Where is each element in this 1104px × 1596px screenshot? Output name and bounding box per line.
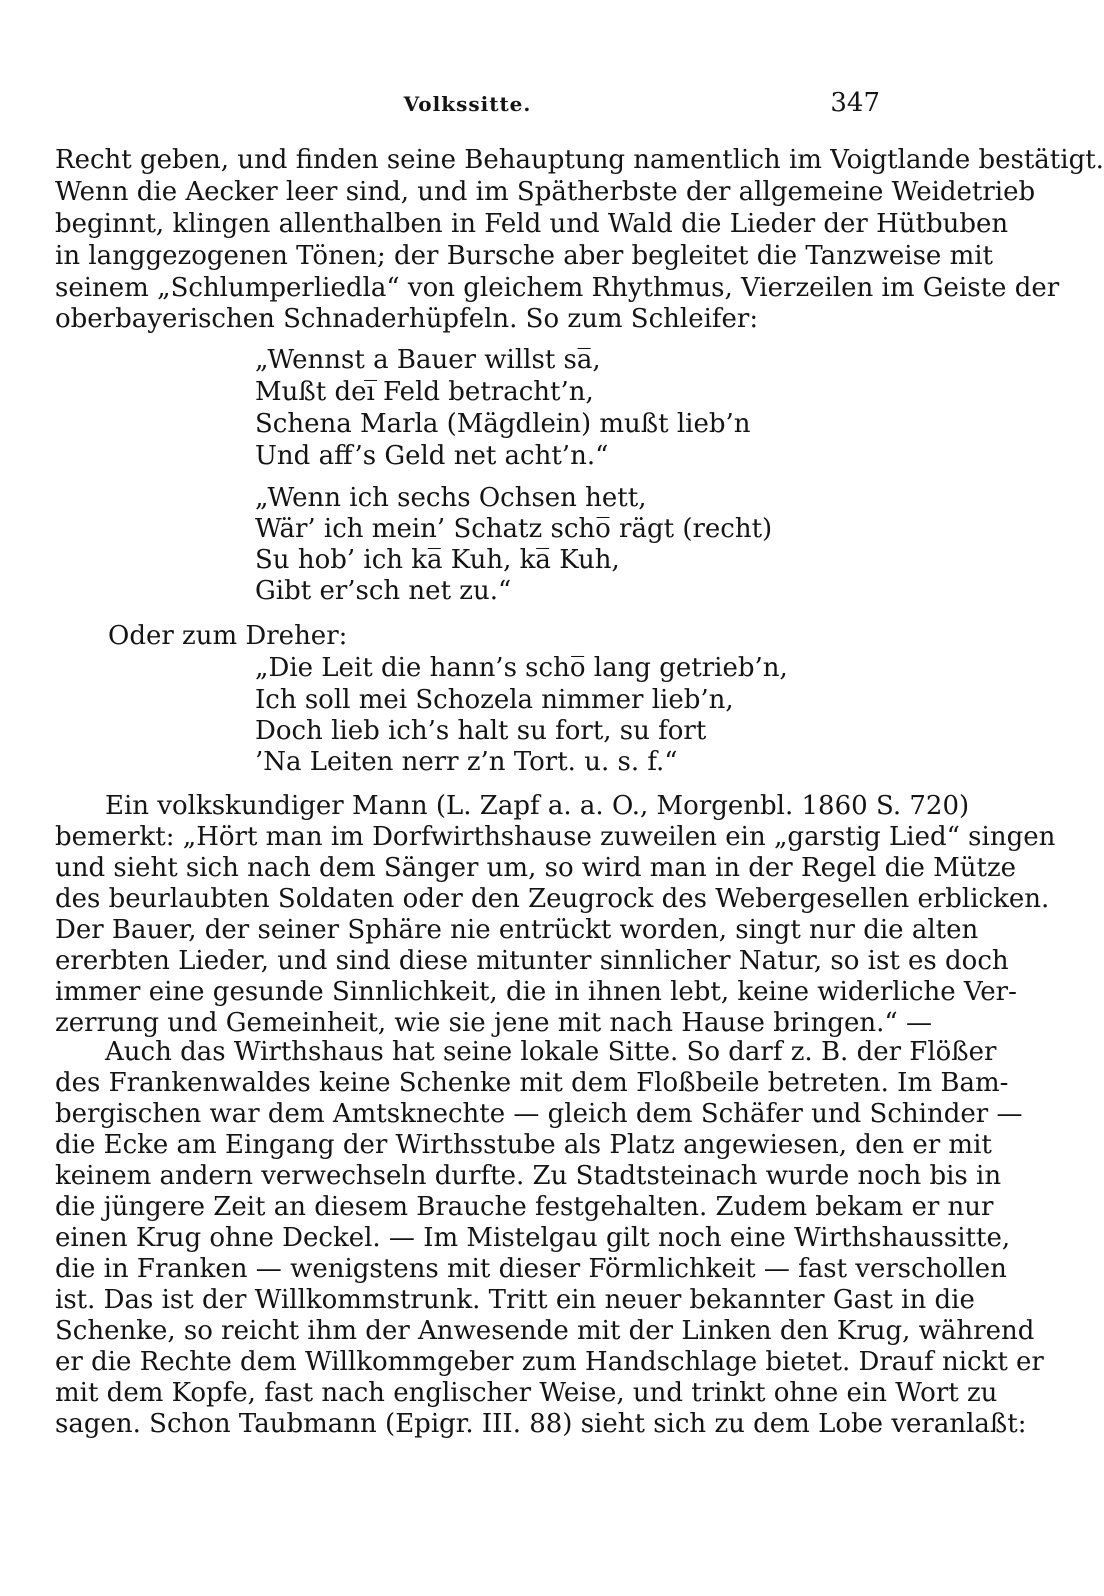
text-line: zerrung und Gemeinheit, wie sie jene mit nach Hause bringen.“ —: [55, 1008, 932, 1038]
verse-line: Schena Marla (Mägdlein) mußt lieb’n: [255, 409, 751, 439]
verse-line: „Die Leit die hann’s scho̅ lang getrieb’n,: [255, 653, 788, 683]
verse-line: Wär’ ich mein’ Schatz scho̅ rägt (recht): [255, 514, 773, 544]
page-header: [55, 88, 880, 128]
text-line: ererbten Lieder, und sind diese mitunter sinnlicher Natur, so ist es doch: [55, 946, 1009, 976]
text-line: bergischen war dem Amtsknechte — gleich dem Schäfer und Schinder —: [55, 1099, 1023, 1129]
text-line: Ein volkskundiger Mann (L. Zapf a. a. O., Morgenbl. 1860 S. 720): [105, 791, 970, 821]
text-line: sagen. Schon Taubmann (Epigr. III. 88) sieht sich zu dem Lobe veranlaßt:: [55, 1409, 1027, 1439]
running-title: Volkssitte.: [403, 92, 532, 116]
text-line: die Ecke am Eingang der Wirthsstube als Platz angewiesen, den er mit: [55, 1130, 992, 1160]
text-line: die jüngere Zeit an diesem Brauche festgehalten. Zudem bekam er nur: [55, 1192, 994, 1222]
verse-line: „Wennst a Bauer willst sa̅,: [255, 345, 601, 375]
verse-line: Doch lieb ich’s halt su fort, su fort: [255, 716, 707, 746]
text-line: des beurlaubten Soldaten oder den Zeugrock des Webergesellen erblicken.: [55, 884, 1050, 914]
verse-line: Mußt dei̅ Feld betracht’n,: [255, 377, 594, 407]
verse-line: „Wenn ich sechs Ochsen hett,: [255, 483, 647, 513]
text-line: bemerkt: „Hört man im Dorfwirthshause zuweilen ein „garstig Lied“ singen: [55, 822, 1056, 852]
text-line: und sieht sich nach dem Sänger um, so wird man in der Regel die Mütze: [55, 853, 1017, 883]
text-line: Wenn die Aecker leer sind, und im Spätherbste der allgemeine Weidetrieb: [55, 177, 1036, 207]
verse-line: Gibt er’sch net zu.“: [255, 576, 512, 606]
text-line: Recht geben, und finden seine Behauptung namentlich im Voigtlande bestätigt.: [55, 145, 1104, 175]
text-line: Auch das Wirthshaus hat seine lokale Sitte. So darf z. B. der Flößer: [105, 1037, 997, 1067]
verse-line: Und aff’s Geld net acht’n.“: [255, 441, 609, 471]
verse-line: ’Na Leiten nerr z’n Tort. u. s. f.“: [255, 747, 678, 777]
page-number: 347: [830, 88, 880, 118]
verse-line: Su hob’ ich ka̅ Kuh, ka̅ Kuh,: [255, 545, 620, 575]
text-line: Schenke, so reicht ihm der Anwesende mit der Linken den Krug, während: [55, 1316, 1035, 1346]
text-line: die in Franken — wenigstens mit dieser Förmlichkeit — fast verschollen: [55, 1254, 1007, 1284]
text-line: Der Bauer, der seiner Sphäre nie entrückt worden, singt nur die alten: [55, 915, 979, 945]
text-line: immer eine gesunde Sinnlichkeit, die in ihnen lebt, keine widerliche Ver-: [55, 977, 1017, 1007]
verse-intro: Oder zum Dreher:: [108, 621, 348, 651]
text-line: einen Krug ohne Deckel. — Im Mistelgau gilt noch eine Wirthshaussitte,: [55, 1223, 1011, 1253]
text-line: in langgezogenen Tönen; der Bursche aber begleitet die Tanzweise mit: [55, 241, 993, 271]
text-line: beginnt, klingen allenthalben in Feld und Wald die Lieder der Hütbuben: [55, 209, 1009, 239]
text-line: mit dem Kopfe, fast nach englischer Weise, und trinkt ohne ein Wort zu: [55, 1378, 998, 1408]
text-line: oberbayerischen Schnaderhüpfeln. So zum Schleifer:: [55, 304, 759, 334]
text-line: keinem andern verwechseln durfte. Zu Stadtsteinach wurde noch bis in: [55, 1161, 1002, 1191]
text-line: ist. Das ist der Willkommstrunk. Tritt ein neuer bekannter Gast in die: [55, 1285, 975, 1315]
verse-line: Ich soll mei Schozela nimmer lieb’n,: [255, 685, 734, 715]
text-line: er die Rechte dem Willkommgeber zum Handschlage bietet. Drauf nickt er: [55, 1347, 1044, 1377]
text-line: seinem „Schlumperliedla“ von gleichem Rhythmus, Vierzeilen im Geiste der: [55, 273, 1060, 303]
text-line: des Frankenwaldes keine Schenke mit dem Floßbeile betreten. Im Bam-: [55, 1068, 1009, 1098]
